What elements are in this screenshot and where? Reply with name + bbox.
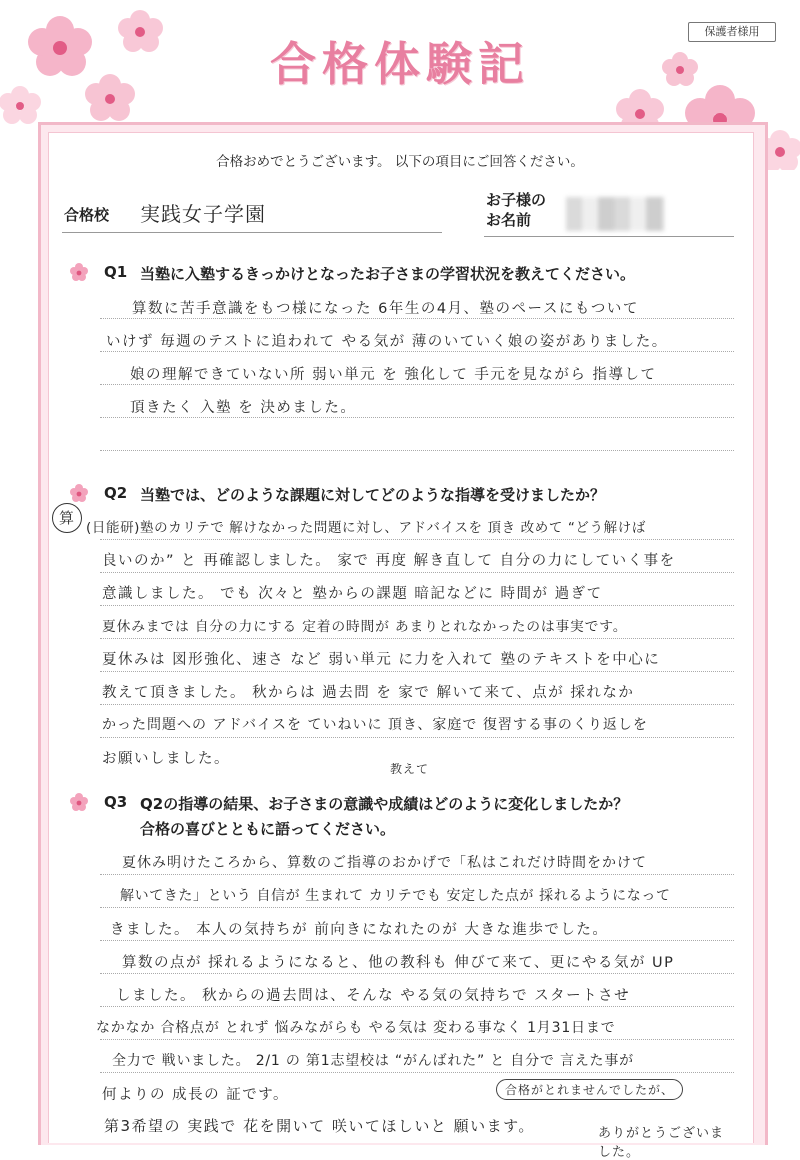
q2-number: Q2 <box>104 484 128 502</box>
answer-text-line: なかなか 合格点が とれず 悩みながらも やる気は 変わる事なく 1月31日まで <box>96 1020 616 1036</box>
answer-text-line: 頂きたく 入塾 を 決めました。 <box>130 400 357 416</box>
answer-line <box>100 605 734 606</box>
answer-line <box>100 1072 734 1073</box>
answer-line <box>100 907 734 908</box>
answer-line <box>100 1006 734 1007</box>
answer-text-line: 算数に苦手意識をもつ様になった 6年生の4月、塾のペースにもついて <box>132 301 639 317</box>
q1-number: Q1 <box>104 263 128 281</box>
q1-question: 当塾に入塾するきっかけとなったお子さまの学習状況を教えてください。 <box>140 265 636 283</box>
answer-line <box>100 638 734 639</box>
insert-note: 教えて <box>390 762 430 776</box>
answer-text-line: 夏休みまでは 自分の力にする 定着の時間が あまりとれなかったのは事実です。 <box>102 619 628 635</box>
answer-text-line: 意識しました。 でも 次々と 塾からの課題 暗記などに 時間が 過ぎて <box>102 586 603 602</box>
child-name-label <box>486 190 546 230</box>
answer-text-line: 娘の理解できていない所 弱い単元 を 強化して 手元を見ながら 指導して <box>130 367 657 383</box>
answer-line <box>100 737 734 738</box>
school-underline <box>62 232 442 233</box>
q3-question-line2: 合格の喜びとともに語ってください。 <box>140 820 396 838</box>
q2-question: 当塾では、どのような課題に対してどのような指導を受けましたか？ <box>140 486 606 504</box>
answer-line <box>100 318 734 319</box>
q3-flower-icon <box>70 793 88 811</box>
guardian-badge: 保護者様用 <box>688 22 776 42</box>
q3-number: Q3 <box>104 793 128 811</box>
answer-text-line: きました。 本人の気持ちが 前向きになれたのが 大きな進歩でした。 <box>110 922 609 938</box>
answer-text-line: お願いしました。 <box>102 751 230 767</box>
answer-text-line: 教えて頂きました。 秋からは 過去問 を 家で 解いて来て、点が 採れなか <box>102 685 635 701</box>
answer-text-line: 解いてきた」という 自信が 生まれて カリテでも 安定した点が 採れるようになって <box>120 888 671 904</box>
answer-line <box>100 874 734 875</box>
answer-text-line: 夏休み明けたころから、算数のご指導のおかげで「私はこれだけ時間をかけて <box>122 855 647 871</box>
answer-line <box>100 572 734 573</box>
answer-line <box>100 351 734 352</box>
insert-note-bubble: 合格がとれませんでしたが、 <box>496 1079 683 1100</box>
q3-question: Q2の指導の結果、お子さまの意識や成績はどのように変化しましたか？ <box>140 795 629 813</box>
answer-line <box>100 1039 734 1040</box>
answer-line <box>100 417 734 418</box>
answer-line <box>100 973 734 974</box>
q1-flower-icon <box>70 263 88 281</box>
answer-line <box>100 704 734 705</box>
answer-text-line: いけず 毎週のテストに追われて やる気が 薄のいていく娘の姿がありました。 <box>106 334 668 350</box>
school-value: 実践女子学園 <box>140 202 266 226</box>
subject-mark: 算 <box>52 503 82 533</box>
answer-text-line: 算数の点が 採れるようになると、他の教科も 伸びて来て、更にやる気が UP <box>122 955 675 971</box>
answer-text-line: かった問題への アドバイスを ていねいに 頂き、家庭で 復習する事のくり返しを <box>102 717 648 733</box>
answer-text-line: 夏休みは 図形強化、速さ など 弱い単元 に力を入れて 塾のテキストを中心に <box>102 652 661 668</box>
answer-text-line: (日能研)塾のカリテで 解けなかった問題に対し、アドバイスを 頂き 改めて “どう解けば <box>86 520 646 536</box>
q2-flower-icon <box>70 484 88 502</box>
answer-text-line: 良いのか” と 再確認しました。 家で 再度 解き直して 自分の力にしていく事を <box>102 553 676 569</box>
page-title: 合格体験記 <box>270 37 530 91</box>
answer-text-line: しました。 秋からの過去問は、そんな やる気の気持ちで スタートさせ <box>116 988 631 1004</box>
redacted-name <box>566 197 664 231</box>
answer-line <box>100 539 734 540</box>
answer-text-line: 第3希望の 実践で 花を開いて 咲いてほしいと 願います。 <box>104 1117 535 1135</box>
answer-line <box>100 384 734 385</box>
answer-line <box>100 450 734 451</box>
answer-text-line: 全力で 戦いました。 2/1 の 第1志望校は “がんばれた” と 自分で 言えた事が <box>112 1053 634 1069</box>
name-underline <box>484 236 734 237</box>
child-name-label-line1: お子様の <box>486 191 547 209</box>
answer-text-line: 何よりの 成長の 証です。 <box>102 1087 290 1103</box>
greeting-text: 合格おめでとうございます。 以下の項目にご回答ください。 <box>216 154 584 170</box>
closing-thanks: ありがとうございました。 <box>598 1126 725 1160</box>
child-name-label-line2: お名前 <box>486 211 532 229</box>
answer-line <box>100 940 734 941</box>
school-label: 合格校 <box>64 206 110 224</box>
answer-line <box>100 671 734 672</box>
